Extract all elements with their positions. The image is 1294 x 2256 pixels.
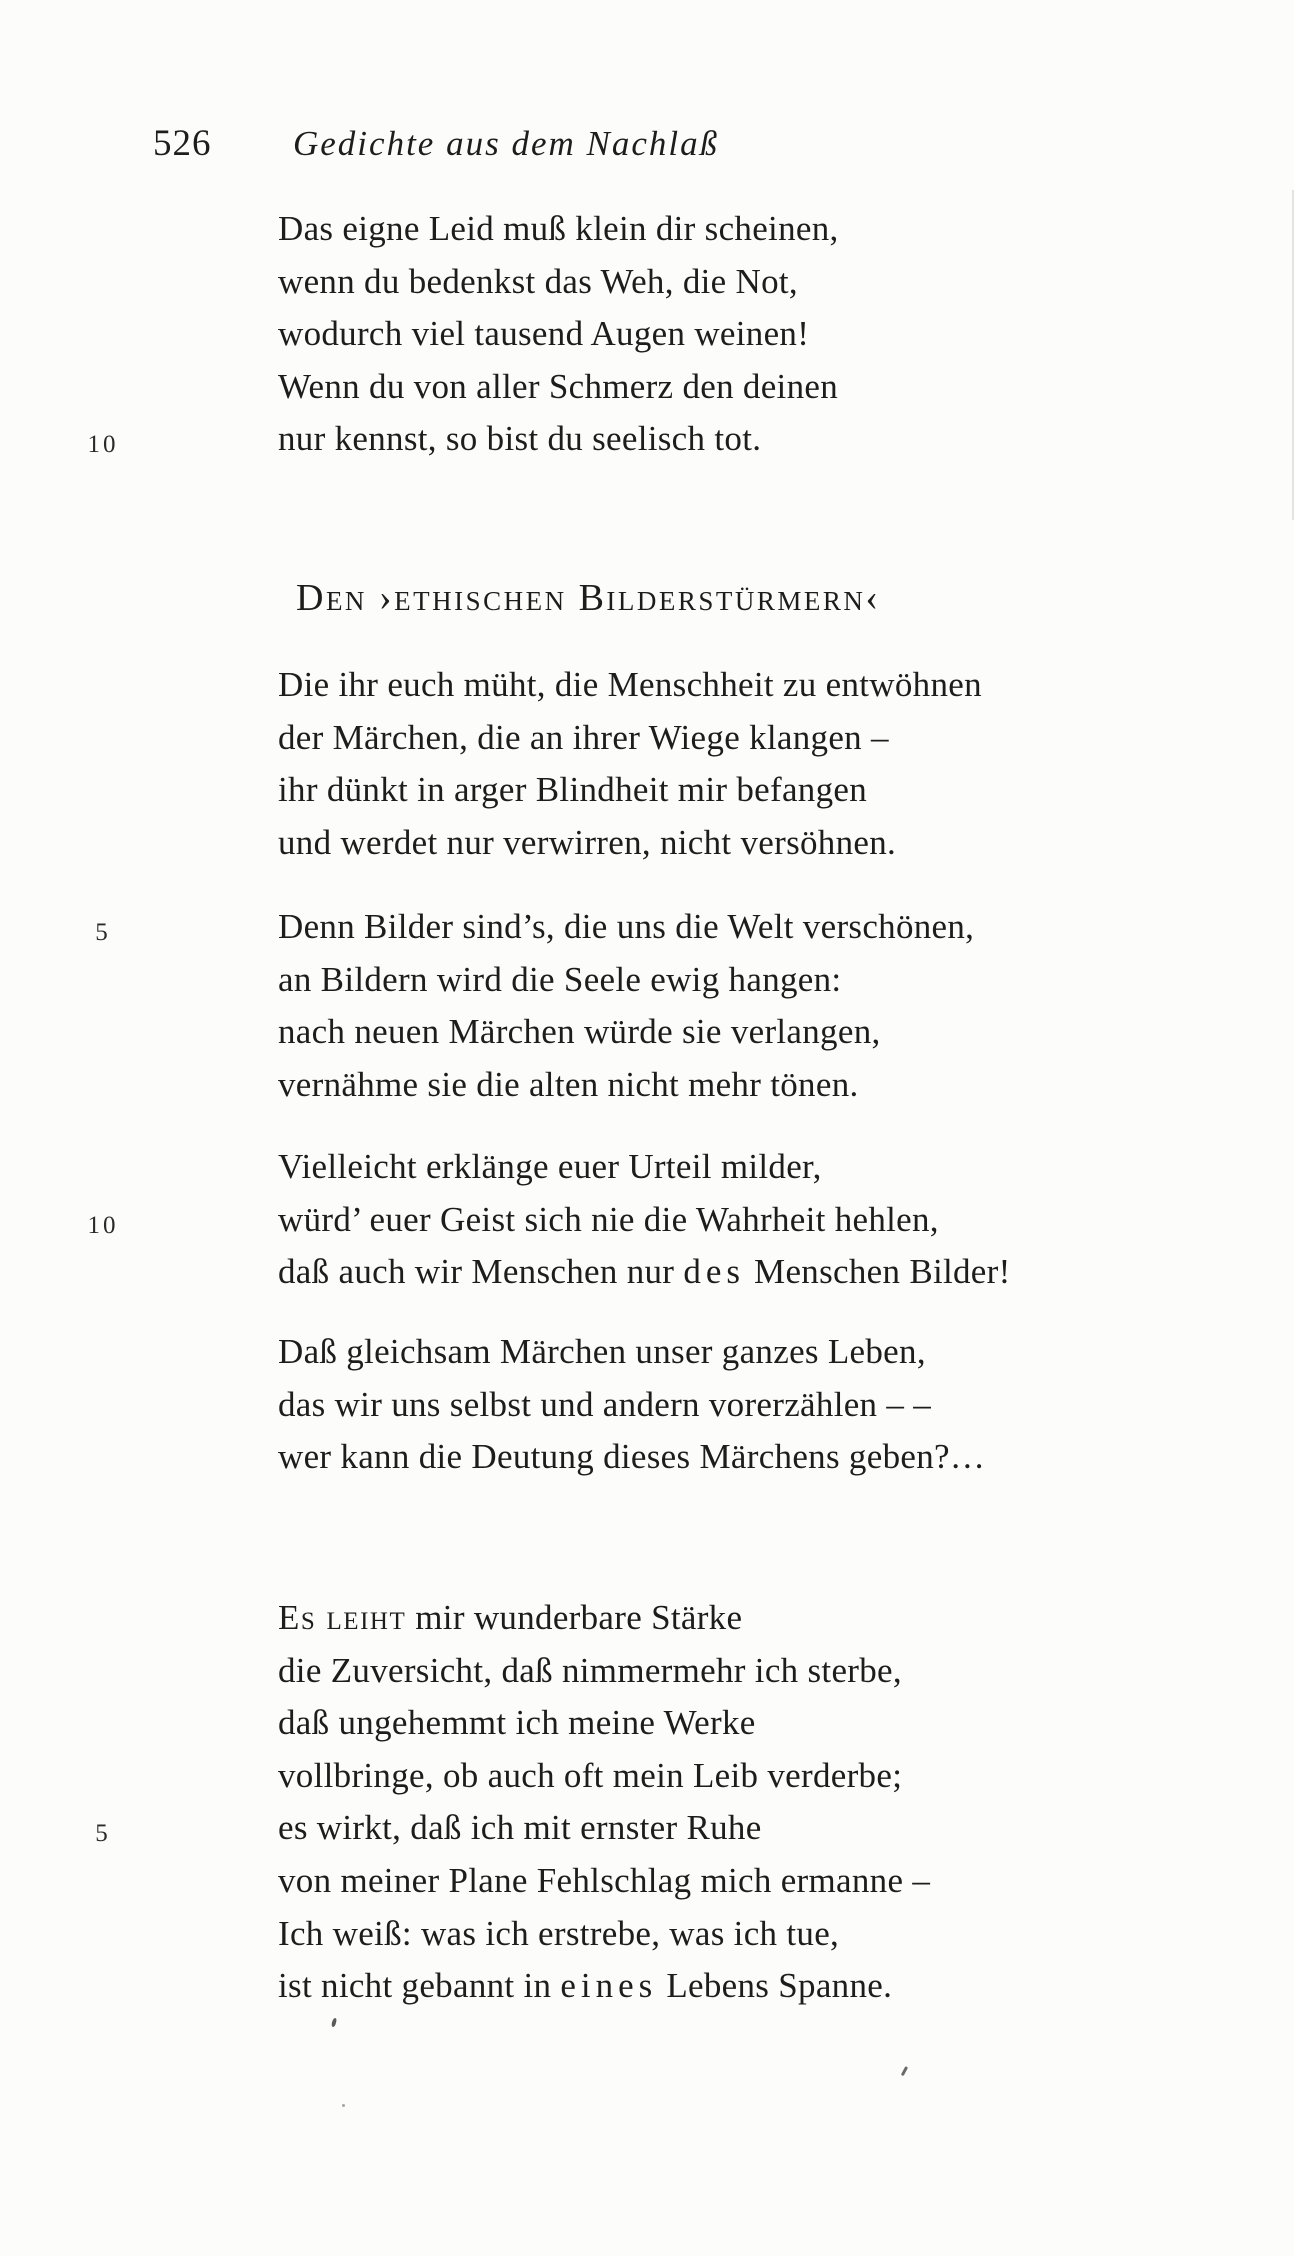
poem-line	[278, 1645, 930, 1698]
line-text-pre: ist nicht gebannt in	[278, 1966, 561, 2006]
line-text: vollbringe, ob auch oft mein Leib verderbe;	[278, 1755, 903, 1795]
line-text: daß ungehemmt ich meine Werke	[278, 1703, 756, 1743]
poem-line	[278, 203, 839, 256]
poem-line	[278, 1750, 930, 1803]
poem-stanza	[95, 901, 975, 1111]
line-text-emphasis: eines	[560, 1966, 658, 2006]
poem-line	[278, 256, 839, 309]
line-number: 10	[87, 431, 119, 459]
line-text: von meiner Plane Fehlschlag mich ermanne –	[278, 1860, 931, 1900]
line-text: mir wunderbare Stärke	[406, 1598, 743, 1637]
poem-line	[278, 954, 974, 1007]
poem-line	[278, 1326, 985, 1379]
line-text: nach neuen Märchen würde sie verlangen,	[278, 1012, 881, 1052]
line-number: 10	[87, 1211, 119, 1239]
poem-line	[278, 1697, 930, 1750]
scan-speck	[331, 2018, 337, 2028]
line-text: der Märchen, die an ihrer Wiege klangen –	[278, 717, 889, 757]
running-title: Gedichte aus dem Nachlaß	[293, 124, 720, 163]
poem-line	[278, 659, 982, 712]
line-text: würd’ euer Geist sich nie die Wahrheit hehlen,	[278, 1199, 939, 1239]
poem-line	[278, 1059, 974, 1112]
line-text-emphasis: des	[683, 1252, 745, 1292]
poem-title: Den ›ethischen Bilderstürmern‹	[296, 577, 881, 619]
page-number: 526	[153, 123, 212, 164]
line-text: vernähme sie die alten nicht mehr tönen.	[278, 1064, 859, 1104]
line-text: und werdet nur verwirren, nicht versöhnen.	[278, 822, 897, 862]
poem-line	[87, 413, 839, 466]
line-text: an Bildern wird die Seele ewig hangen:	[278, 959, 842, 999]
poem-line	[278, 1141, 1011, 1194]
line-text-post: Menschen Bilder!	[744, 1252, 1011, 1292]
line-text-post: Lebens Spanne.	[657, 1966, 893, 2006]
poem-line	[95, 1802, 930, 1855]
poem-line	[278, 1379, 985, 1432]
line-number: 5	[95, 1820, 111, 1848]
poem-line	[278, 712, 982, 765]
line-text: Daß gleichsam Märchen unser ganzes Leben,	[278, 1332, 926, 1371]
poem-fragment	[87, 203, 839, 466]
scan-speck	[342, 2104, 345, 2107]
line-text: nur kennst, so bist du seelisch tot.	[278, 419, 762, 459]
line-text: Wenn du von aller Schmerz den deinen	[278, 366, 839, 406]
poem-es-leiht	[95, 1592, 931, 2013]
line-text: die Zuversicht, daß nimmermehr ich sterbe,	[278, 1650, 902, 1690]
line-text: Das eigne Leid muß klein dir scheinen,	[278, 209, 839, 248]
line-text-pre: daß auch wir Menschen nur	[278, 1252, 684, 1292]
line-text: Denn Bilder sind’s, die uns die Welt verschönen,	[278, 907, 975, 946]
line-text-incipit: Es leiht	[278, 1598, 407, 1637]
poem-line	[95, 901, 975, 954]
line-text: Vielleicht erklänge euer Urteil milder,	[278, 1147, 822, 1186]
poem-stanza	[278, 1326, 985, 1484]
poem-line	[278, 1431, 985, 1484]
poem-line	[278, 1908, 930, 1961]
line-text: wer kann die Deutung dieses Märchens geben?…	[278, 1437, 986, 1477]
poem-line	[278, 1592, 930, 1645]
poem-stanza	[278, 659, 982, 869]
poem-line	[278, 1246, 1011, 1299]
scan-speck	[901, 2066, 908, 2076]
line-text: wodurch viel tausend Augen weinen!	[278, 314, 810, 354]
poem-line	[278, 1960, 930, 2013]
poem-line	[87, 1194, 1011, 1247]
line-number: 5	[95, 919, 111, 946]
poem-line	[278, 361, 839, 414]
line-text: Die ihr euch müht, die Menschheit zu entwöhnen	[278, 665, 982, 704]
line-text: Ich weiß: was ich erstrebe, was ich tue,	[278, 1913, 840, 1953]
poem-line	[278, 817, 982, 870]
line-text: ihr dünkt in arger Blindheit mir befangen	[278, 770, 868, 810]
poem-stanza	[87, 1141, 1011, 1299]
poem-line	[278, 764, 982, 817]
line-text: es wirkt, daß ich mit ernster Ruhe	[278, 1808, 762, 1848]
line-text: wenn du bedenkst das Weh, die Not,	[278, 261, 798, 301]
poem-line	[278, 308, 839, 361]
poem-line	[278, 1855, 930, 1908]
line-text: das wir uns selbst und andern vorerzählen – –	[278, 1384, 932, 1424]
poem-line	[278, 1006, 974, 1059]
